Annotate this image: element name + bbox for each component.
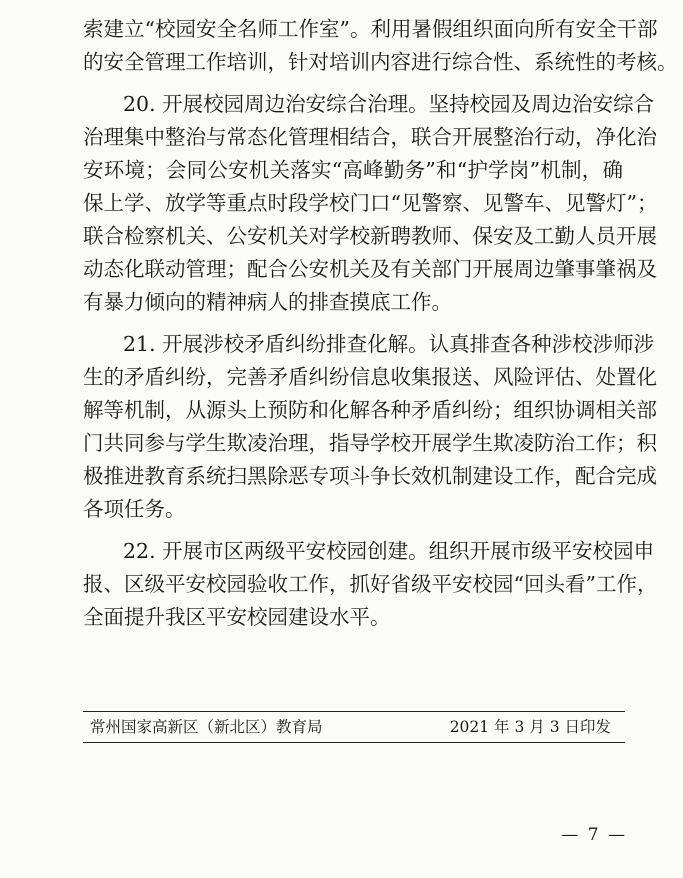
body-line: 联合检察机关、公安机关对学校新聘教师、保安及工勤人员开展	[83, 224, 657, 248]
page-number: — 7 —	[561, 825, 627, 845]
body-line: 的安全管理工作培训，针对培训内容进行综合性、系统性的考核。	[83, 50, 678, 74]
footer-issuer: 常州国家高新区（新北区）教育局	[90, 718, 323, 736]
footer-bottom-rule	[83, 742, 625, 743]
body-line: 门共同参与学生欺凌治理，指导学校开展学生欺凌防治工作；积	[83, 431, 657, 455]
body-line: 动态化联动管理；配合公安机关及有关部门开展周边肇事肇祸及	[83, 257, 657, 281]
section-21-heading-line: 21. 开展涉校矛盾纠纷排查化解。认真排查各种涉校涉师涉	[123, 332, 655, 356]
body-line: 安环境；会同公安机关落实“高峰勤务”和“护学岗”机制，确	[83, 158, 623, 182]
body-line: 各项任务。	[83, 497, 186, 521]
body-line: 极推进教育系统扫黑除恶专项斗争长效机制建设工作，配合完成	[83, 464, 657, 488]
body-line: 治理集中整治与常态化管理相结合，联合开展整治行动，净化治	[83, 125, 657, 149]
section-20-heading-line: 20. 开展校园周边治安综合治理。坚持校园及周边治安综合	[123, 92, 655, 116]
body-line: 索建立“校园安全名师工作室”。利用暑假组织面向所有安全干部	[83, 17, 658, 41]
body-line: 生的矛盾纠纷，完善矛盾纠纷信息收集报送、风险评估、处置化	[83, 365, 657, 389]
body-line: 报、区级平安校园验收工作，抓好省级平安校园“回头看”工作，	[83, 572, 658, 596]
footer-top-rule	[83, 711, 625, 712]
body-line: 全面提升我区平安校园建设水平。	[83, 605, 391, 629]
body-line: 保上学、放学等重点时段学校门口“见警察、见警车、见警灯”；	[83, 191, 658, 215]
body-line: 有暴力倾向的精神病人的排查摸底工作。	[83, 290, 452, 314]
body-line: 解等机制，从源头上预防和化解各种矛盾纠纷；组织协调相关部	[83, 398, 657, 422]
footer-issue-date: 2021 年 3 月 3 日印发	[449, 718, 611, 736]
section-22-heading-line: 22. 开展市区两级平安校园创建。组织开展市级平安校园申	[123, 539, 655, 563]
